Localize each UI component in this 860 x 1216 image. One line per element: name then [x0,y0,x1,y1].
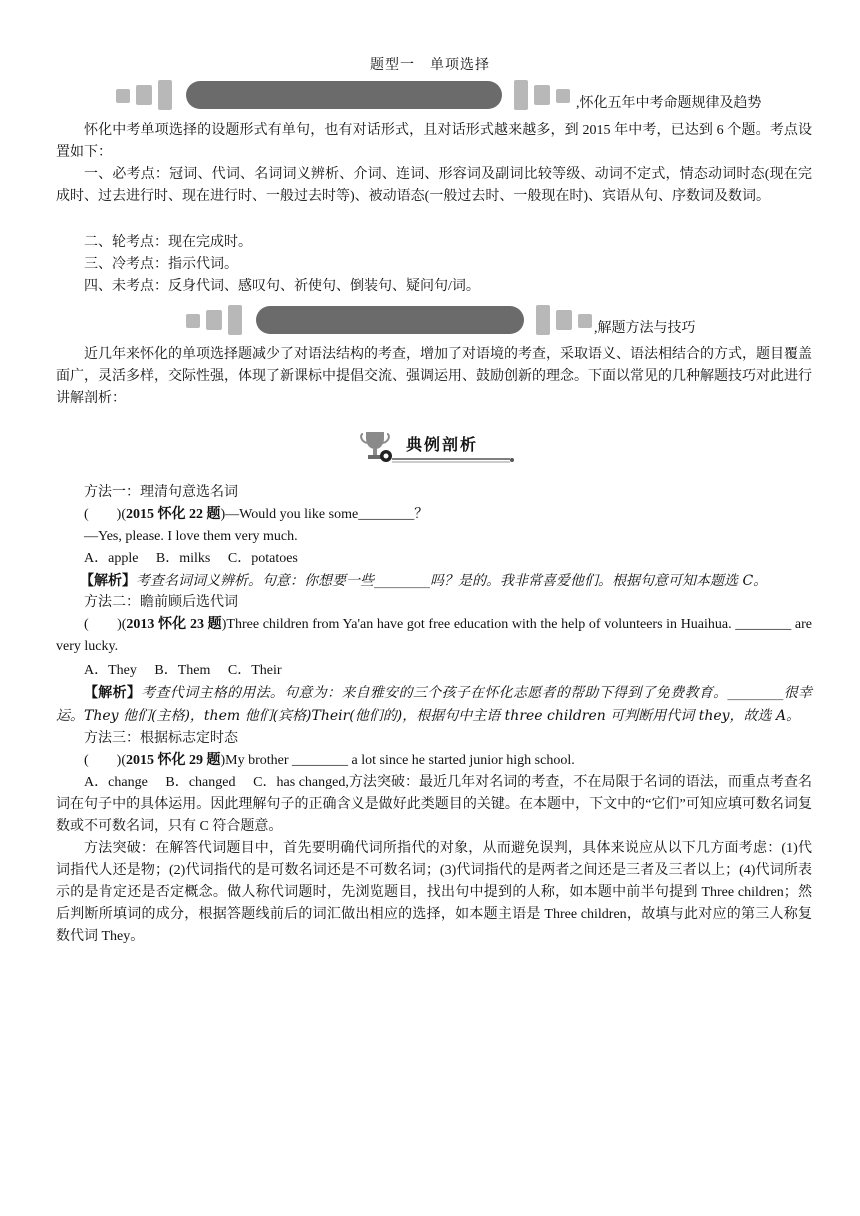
banner-square [556,89,570,103]
method-2-question [56,614,812,658]
banner-square [116,89,130,103]
question-text: )Three children from Ya'an have got free education with the help of volunteers in Huaihua. ________ are very lucky. [56,617,812,654]
question-text: )My brother ________ a lot since he started junior high school. [220,753,575,768]
answer-blank: ( )( [84,753,126,768]
page-title: 题型一 单项选择 [370,58,490,73]
banner-square [534,85,550,105]
banner-bar [158,80,172,110]
method-2-analysis [56,682,812,728]
method-3-options-and-tip: A．change B．changed C．has changed,方法突破：最近几年对名词的考查，不在局限于名词的语法，而重点考查名词在句子中的具体运用。因此理解句子的正确含义是做好此类题目的关键。在本题中，下文中的“它们”可知应填可数名词复数或不可数名词，只有 C 符合题意。 [56,775,812,834]
question-text: )—Would you like some________？ [220,507,429,522]
section-heading: ,解题方法与技巧 [594,321,696,336]
point-untested: 四、未考点：反身代词、感叹句、祈使句、倒装句、疑问句/词。 [84,279,480,294]
banner-bar [228,305,242,335]
banner-square [186,314,200,328]
section-heading: ,怀化五年中考命题规律及趋势 [576,96,762,111]
method-1-reply: —Yes, please. I love them very much. [84,529,298,544]
banner-square [578,314,592,328]
method-1-heading: 方法一：理清句意选名词 [84,485,238,500]
method-1-options: A．apple B．milks C．potatoes [84,551,298,566]
method-2-options: A．They B．Them C．Their [84,663,282,678]
point-required: 一、必考点：冠词、代词、名词词义辨析、介词、连词、形容词及副词比较等级、动词不定式，情态动词时态(现在完成时、过去进行时、现在进行时、一般过去时等)、被动语态(一般过去时、一般现在时)、宾语从句、序数词及数词。 [56,167,812,204]
question-source: 2015 怀化 29 题 [126,753,221,768]
section-banner-1 [112,78,812,112]
method-1-analysis [80,570,767,593]
section-banner-2 [182,303,742,337]
answer-blank: ( )( [84,617,127,632]
emblem-text: 典例剖析 [406,435,479,454]
question-source: 2015 怀化 22 题 [126,507,221,522]
example-analysis-emblem [360,428,516,466]
analysis-tag: 【解析】 [84,686,142,701]
analysis-tag: 【解析】 [80,574,136,589]
analysis-text: 考查名词词义辨析。句意：你想要一些________吗？是的。我非常喜爱他们。根据句意可知本题选 C。 [136,573,768,589]
banner-square [136,85,152,105]
analysis-text: 考查代词主格的用法。句意为：来自雅安的三个孩子在怀化志愿者的帮助下得到了免费教育。________很幸运。They 他们(主格)，them 他们(宾格)Their(他们的)，根据句中主语 three children 可判断用代词 they，故选 A。 [56,685,813,724]
banner-square [206,310,222,330]
banner-bar [514,80,528,110]
point-cold: 三、冷考点：指示代词。 [84,257,238,272]
method-3-tip: 方法突破：在解答代词题目中，首先要明确代词所指代的对象，从而避免误判，具体来说应从以下几方面考虑：(1)代词指代人还是物；(2)代词指代的是可数名词还是不可数名词；(3)代词指代的是两者之间还是三者及三者以上；(4)代词所表示的是肯定还是否定概念。做人称代词题时，先浏览题目，找出句中提到的人称，如本题中前半句提到 Three children；然后判断所填词的成分，根据答题线前后的词汇做出相应的选择，如本题主语是 Three children，故填与此对应的第三人称复数代词 They。 [56,841,812,944]
banner-pill [256,306,524,334]
method-intro: 近几年来怀化的单项选择题减少了对语法结构的考查，增加了对语境的考查，采取语义、语法相结合的方式，题目覆盖面广，灵活多样，交际性强，体现了新课标中提倡交流、强调运用、鼓励创新的理念。下面以常见的几种解题技巧对此进行讲解剖析： [56,347,812,406]
banner-square [556,310,572,330]
method-1-question [84,504,428,526]
method-3-heading: 方法三：根据标志定时态 [84,731,238,746]
banner-bar [536,305,550,335]
method-2-heading: 方法二：瞻前顾后选代词 [84,595,238,610]
method-3-question [84,750,575,772]
point-rotation: 二、轮考点：现在完成时。 [84,235,252,250]
intro-paragraph: 怀化中考单项选择的设题形式有单句，也有对话形式，且对话形式越来越多，到 2015 年中考，已达到 6 个题。考点设置如下： [56,123,812,160]
answer-blank: ( )( [84,507,126,522]
question-source: 2013 怀化 23 题 [126,617,222,632]
banner-pill [186,81,502,109]
